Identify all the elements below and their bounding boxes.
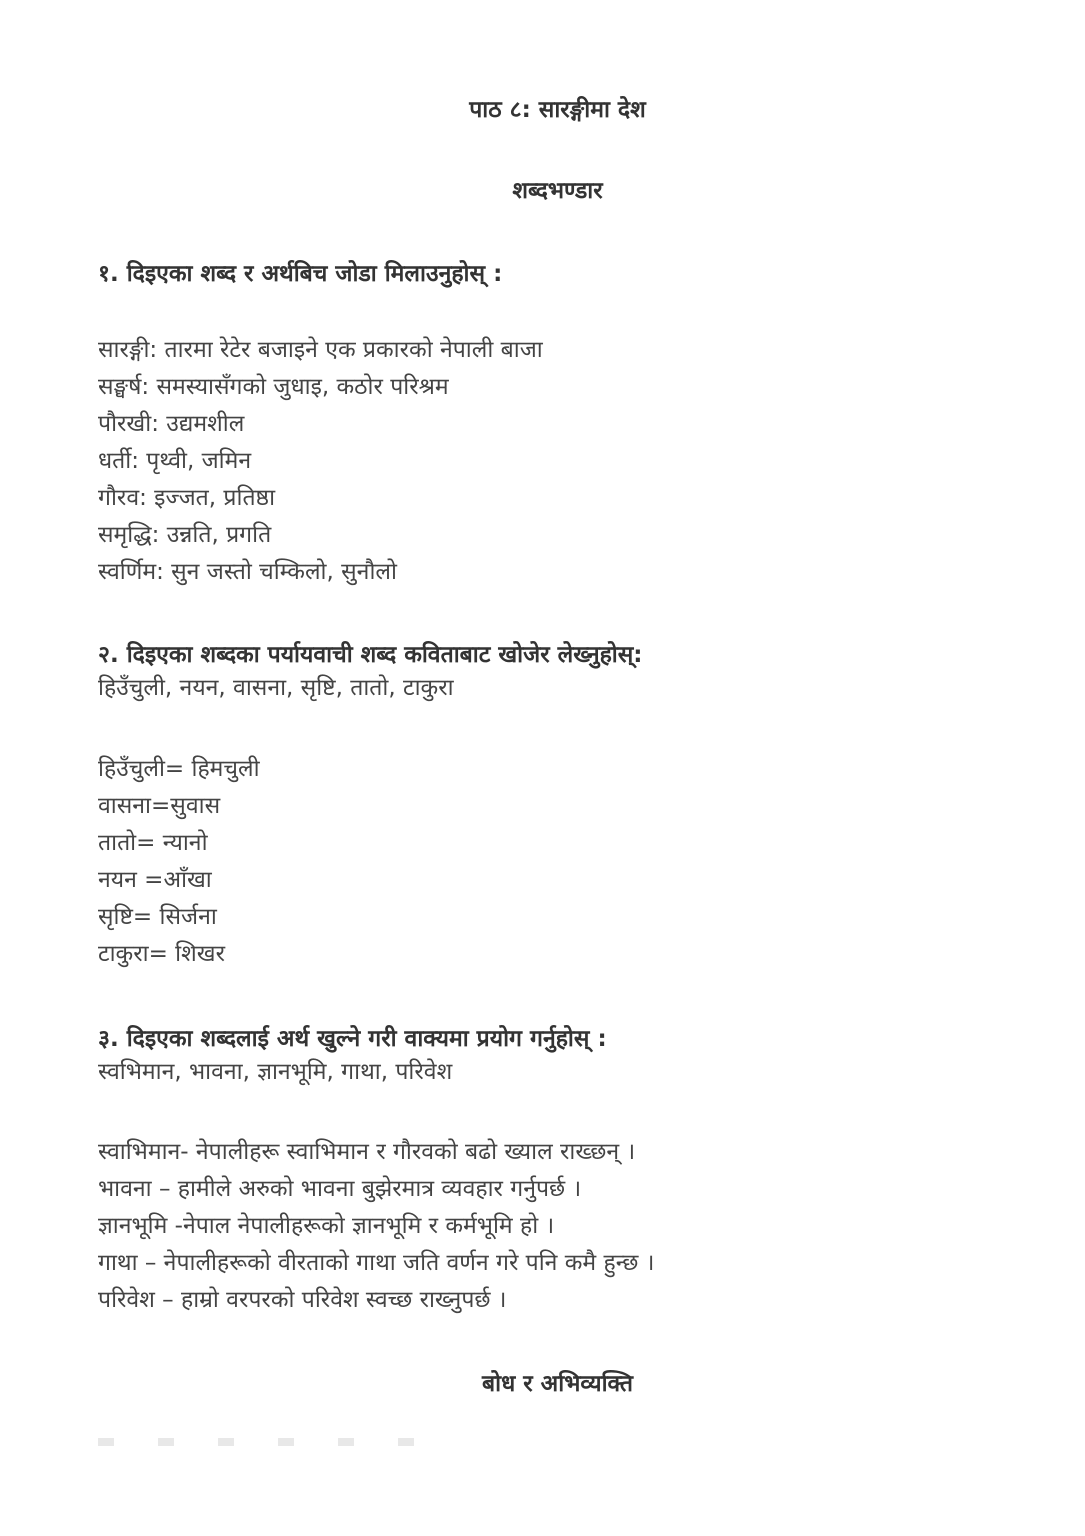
question-1-heading: १. दिइएका शब्द र अर्थबिच जोडा मिलाउनुहोस् : bbox=[98, 261, 503, 287]
list-item: टाकुरा= शिखर bbox=[98, 941, 225, 967]
list-item: वासना=सुवास bbox=[98, 793, 221, 819]
question-1-answer-list bbox=[98, 332, 543, 591]
question-2-words: हिउँचुली, नयन, वासना, सृष्टि, तातो, टाकुरा bbox=[98, 675, 454, 701]
list-item: तातो= न्यानो bbox=[98, 830, 208, 856]
list-item: धर्ती: पृथ्वी, जमिन bbox=[98, 448, 252, 474]
list-item: ज्ञानभूमि -नेपाल नेपालीहरूको ज्ञानभूमि र कर्मभूमि हो । bbox=[98, 1213, 555, 1239]
list-item: हिउँचुली= हिमचुली bbox=[98, 756, 260, 782]
list-item: नयन =आँखा bbox=[98, 867, 212, 893]
list-item: भावना – हामीले अरुको भावना बुझेरमात्र व्यवहार गर्नुपर्छ । bbox=[98, 1176, 582, 1202]
question-3-words: स्वभिमान, भावना, ज्ञानभूमि, गाथा, परिवेश bbox=[98, 1059, 453, 1085]
list-item: गौरव: इज्जत, प्रतिष्ठा bbox=[98, 485, 276, 511]
section-heading-comprehension: बोध र अभिव्यक्ति bbox=[482, 1371, 633, 1397]
list-item: गाथा – नेपालीहरूको वीरताको गाथा जति वर्णन गरे पनि कमै हुन्छ । bbox=[98, 1250, 655, 1276]
question-2-answer-list bbox=[98, 751, 260, 973]
cut-off-text-fragment bbox=[98, 1438, 418, 1446]
list-item: सारङ्गी: तारमा रेटेर बजाइने एक प्रकारको नेपाली बाजा bbox=[98, 337, 543, 363]
list-item: सृष्टि= सिर्जना bbox=[98, 904, 217, 930]
list-item: स्वाभिमान- नेपालीहरू स्वाभिमान र गौरवको बढो ख्याल राख्छन् । bbox=[98, 1139, 636, 1165]
question-2-heading: २. दिइएका शब्दका पर्यायवाची शब्द कविताबाट खोजेर लेख्नुहोस्: bbox=[98, 642, 643, 668]
list-item: सङ्घर्ष: समस्यासँगको जुधाइ, कठोर परिश्रम bbox=[98, 374, 449, 400]
list-item: स्वर्णिम: सुन जस्तो चम्किलो, सुनौलो bbox=[98, 559, 397, 585]
section-heading-vocabulary: शब्दभण्डार bbox=[512, 178, 603, 204]
list-item: समृद्धि: उन्नति, प्रगति bbox=[98, 522, 272, 548]
lesson-title: पाठ ८: सारङ्गीमा देश bbox=[469, 97, 646, 123]
question-3-answer-list bbox=[98, 1134, 654, 1319]
list-item: पौरखी: उद्यमशील bbox=[98, 411, 245, 437]
question-3-heading: ३. दिइएका शब्दलाई अर्थ खुल्ने गरी वाक्यमा प्रयोग गर्नुहोस् : bbox=[98, 1026, 607, 1052]
list-item: परिवेश – हाम्रो वरपरको परिवेश स्वच्छ राख्नुपर्छ । bbox=[98, 1287, 507, 1313]
